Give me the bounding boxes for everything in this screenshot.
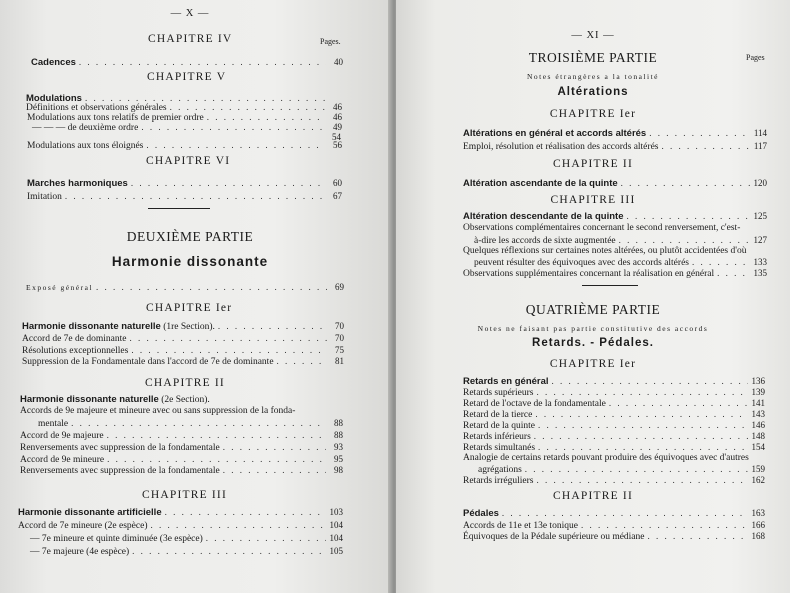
part-title: TROISIÈME PARTIE	[528, 50, 658, 65]
entry-suffix: (1re Section).	[163, 322, 215, 332]
toc-entry-line: Observations complémentaires concernant le second renversement, c'est-	[463, 223, 741, 233]
entry-page: 40	[334, 57, 343, 67]
toc-entry[interactable]	[31, 57, 343, 68]
toc-entry[interactable]	[463, 376, 765, 387]
entry-title: Harmonie dissonante artificielle	[18, 507, 162, 518]
entry-title: Résolutions exceptionnelles	[22, 346, 129, 356]
entry-title: Cadences	[31, 57, 76, 68]
entry-title: Altérations en général et accords altérés	[463, 128, 647, 139]
toc-entry[interactable]	[20, 442, 343, 453]
entry-title: — 7e majeure (4e espèce)	[30, 547, 130, 557]
entry-title: Renversements avec suppression de la fondamentale	[20, 466, 220, 476]
left-page	[0, 0, 392, 593]
entry-title: Définitions et observations générales	[26, 103, 167, 113]
page-folio: — XI —	[571, 30, 615, 41]
entry-page: 54	[332, 132, 341, 142]
part-subtitle: Harmonie dissonante	[111, 254, 269, 269]
part-subtitle: Altérations	[557, 86, 629, 98]
toc-entry[interactable]	[463, 387, 765, 398]
section-divider	[148, 208, 210, 209]
entry-page: 143	[751, 409, 765, 419]
chapter-title: CHAPITRE VI	[146, 155, 231, 167]
entry-page: 49	[333, 122, 342, 132]
entry-title: Retard de la quinte	[463, 421, 536, 431]
entry-page: 75	[335, 345, 344, 355]
part-subtitle: Retards. - Pédales.	[532, 337, 654, 349]
part-notes: Notes étrangères a la tonalité	[526, 72, 660, 81]
chapter-title: CHAPITRE II	[145, 377, 225, 389]
chapter-title: CHAPITRE Ier	[146, 302, 233, 314]
entry-page: 46	[333, 102, 342, 112]
pages-label: Pages	[746, 53, 765, 62]
entry-page: 125	[753, 211, 767, 221]
entry-page: 141	[751, 398, 765, 408]
right-page	[396, 0, 790, 593]
entry-page: 70	[335, 333, 344, 343]
page-folio: — X —	[170, 8, 210, 19]
entry-page: 88	[334, 418, 343, 428]
entry-title: Suppression de la Fondamentale dans l'accord de 7e de dominante	[22, 357, 274, 367]
entry-page: 103	[329, 507, 343, 517]
entry-title: Équivoques de la Pédale supérieure ou médiane	[463, 532, 645, 542]
toc-entry[interactable]	[32, 122, 342, 133]
entry-page: 117	[753, 141, 767, 151]
toc-entry[interactable]	[18, 520, 343, 531]
entry-page: 168	[751, 531, 765, 541]
toc-entry[interactable]	[478, 464, 765, 475]
entry-title: Retards inférieurs	[463, 432, 531, 442]
part-title: QUATRIÈME PARTIE	[525, 302, 661, 317]
toc-entry[interactable]	[20, 394, 342, 405]
entry-page: 162	[751, 475, 765, 485]
chapter-title: CHAPITRE II	[553, 158, 633, 170]
toc-entry[interactable]	[22, 345, 344, 356]
toc-entry[interactable]	[22, 356, 344, 367]
entry-page: 60	[333, 178, 342, 188]
toc-entry[interactable]	[18, 507, 343, 518]
entry-page: 146	[751, 420, 765, 430]
toc-entry-line: Analogie de certains retards pouvant produire des équivoques avec d'autres	[463, 453, 749, 463]
toc-entry[interactable]	[26, 282, 344, 292]
toc-entry[interactable]	[463, 531, 765, 542]
entry-title: agrégations	[478, 465, 522, 475]
entry-page: 104	[329, 533, 343, 543]
entry-title: peuvent résulter des équivoques avec des accords altérés	[474, 258, 689, 268]
entry-page: 166	[751, 520, 765, 530]
entry-page: 159	[751, 464, 765, 474]
entry-page: 93	[334, 442, 343, 452]
chapter-title: CHAPITRE IV	[148, 33, 233, 45]
entry-title: Imitation	[27, 192, 62, 202]
entry-page: 81	[335, 356, 344, 366]
entry-title: Accord de 9e mineure	[20, 455, 105, 465]
entry-title: Accords de 11e et 13e tonique	[463, 521, 578, 531]
part-title: DEUXIÈME PARTIE	[126, 229, 254, 244]
toc-entry[interactable]	[463, 420, 765, 431]
entry-title: Retards en général	[463, 376, 549, 387]
toc-entry[interactable]	[22, 333, 344, 344]
entry-title: Harmonie dissonante naturelle	[22, 321, 161, 332]
toc-entry[interactable]	[463, 141, 767, 152]
chapter-title: CHAPITRE Ier	[549, 108, 637, 120]
toc-entry[interactable]	[20, 454, 343, 465]
toc-entry[interactable]	[38, 418, 343, 429]
entry-title: mentale	[38, 419, 69, 429]
toc-entry[interactable]	[463, 442, 765, 453]
entry-title: Harmonie dissonante naturelle	[20, 394, 159, 405]
toc-entry[interactable]	[30, 533, 343, 544]
toc-entry[interactable]	[20, 430, 343, 441]
entry-title: Altération ascendante de la quinte	[463, 178, 618, 189]
entry-title: à-dire les accords de sixte augmentée	[474, 236, 616, 246]
entry-title: Accord de 7e mineure (2e espèce)	[18, 521, 148, 531]
toc-entry[interactable]	[27, 178, 342, 189]
part-notes: Notes ne faisant pas partie constitutive des accords	[477, 324, 709, 333]
toc-entry[interactable]	[463, 409, 765, 420]
entry-title: Modulations	[26, 93, 82, 104]
entry-page: 98	[334, 465, 343, 475]
entry-title: Modulations aux tons éloignés	[27, 141, 144, 151]
entry-title: Accord de 7e de dominante	[22, 334, 127, 344]
toc-entry-line: Quelques réflexions sur certaines notes altérées, ou plutôt accidentées d'où	[463, 246, 747, 256]
entry-page: 136	[751, 376, 765, 386]
toc-entry[interactable]	[463, 475, 765, 486]
entry-title: Modulations aux tons relatifs de premier ordre	[27, 113, 204, 123]
toc-entry[interactable]	[463, 520, 765, 531]
toc-entry[interactable]	[463, 268, 767, 279]
toc-entry[interactable]	[463, 398, 765, 409]
entry-page: 163	[751, 508, 765, 518]
toc-entry[interactable]	[463, 178, 767, 189]
entry-title: Retards irréguliers	[463, 476, 534, 486]
entry-title: Accord de 9e majeure	[20, 431, 104, 441]
entry-page: 120	[753, 178, 767, 188]
entry-title: Retards simultanés	[463, 443, 536, 453]
pages-label: Pages.	[320, 37, 341, 46]
entry-page: 127	[753, 235, 767, 245]
toc-entry[interactable]	[22, 321, 344, 332]
entry-title: — 7e mineure et quinte diminuée (3e espèce)	[30, 534, 203, 544]
toc-entry[interactable]	[20, 465, 343, 476]
entry-page: 154	[751, 442, 765, 452]
entry-title: Emploi, résolution et réalisation des accords altérés	[463, 142, 659, 152]
chapter-title: CHAPITRE III	[142, 489, 227, 501]
entry-suffix: (2e Section).	[161, 395, 210, 405]
entry-title: Pédales	[463, 508, 499, 519]
entry-page: 114	[753, 128, 767, 138]
entry-page: 139	[751, 387, 765, 397]
toc-entry[interactable]	[474, 257, 767, 268]
entry-page: 105	[329, 546, 343, 556]
entry-page: 95	[334, 454, 343, 464]
toc-entry[interactable]	[27, 191, 342, 202]
entry-title: Retard de la tierce	[463, 410, 533, 420]
chapter-title: CHAPITRE II	[553, 490, 633, 502]
entry-page: 46	[333, 112, 342, 122]
entry-title: Observations supplémentaires concernant la réalisation en général	[463, 269, 715, 279]
entry-title: Marches harmoniques	[27, 178, 128, 189]
entry-title: Renversements avec suppression de la fondamentale	[20, 443, 220, 453]
entry-page: 133	[753, 257, 767, 267]
entry-title: Retards supérieurs	[463, 388, 534, 398]
toc-entry-line: Accords de 9e majeure et mineure avec ou sans suppression de la fonda-	[20, 406, 296, 416]
toc-entry[interactable]	[463, 211, 767, 222]
toc-entry[interactable]	[27, 140, 342, 151]
entry-page: 70	[335, 321, 344, 331]
entry-title: Exposé général	[26, 283, 94, 292]
toc-entry[interactable]	[474, 235, 767, 246]
entry-page: 104	[329, 520, 343, 530]
entry-title: Retard de l'octave de la fondamentale	[463, 399, 606, 409]
chapter-title: CHAPITRE III	[550, 194, 636, 206]
toc-entry[interactable]	[463, 128, 767, 139]
chapter-title: CHAPITRE Ier	[549, 358, 637, 370]
entry-title: — — — de deuxième ordre	[32, 123, 139, 133]
section-divider	[582, 285, 638, 286]
toc-entry[interactable]	[463, 431, 765, 442]
entry-page: 56	[333, 140, 342, 150]
entry-page: 67	[333, 191, 342, 201]
entry-page: 88	[334, 430, 343, 440]
chapter-title: CHAPITRE V	[147, 71, 227, 83]
entry-page: 148	[751, 431, 765, 441]
entry-page: 135	[753, 268, 767, 278]
entry-page: 69	[335, 282, 344, 292]
entry-title: Altération descendante de la quinte	[463, 211, 624, 222]
toc-entry[interactable]	[30, 546, 343, 557]
toc-entry[interactable]	[463, 508, 765, 519]
